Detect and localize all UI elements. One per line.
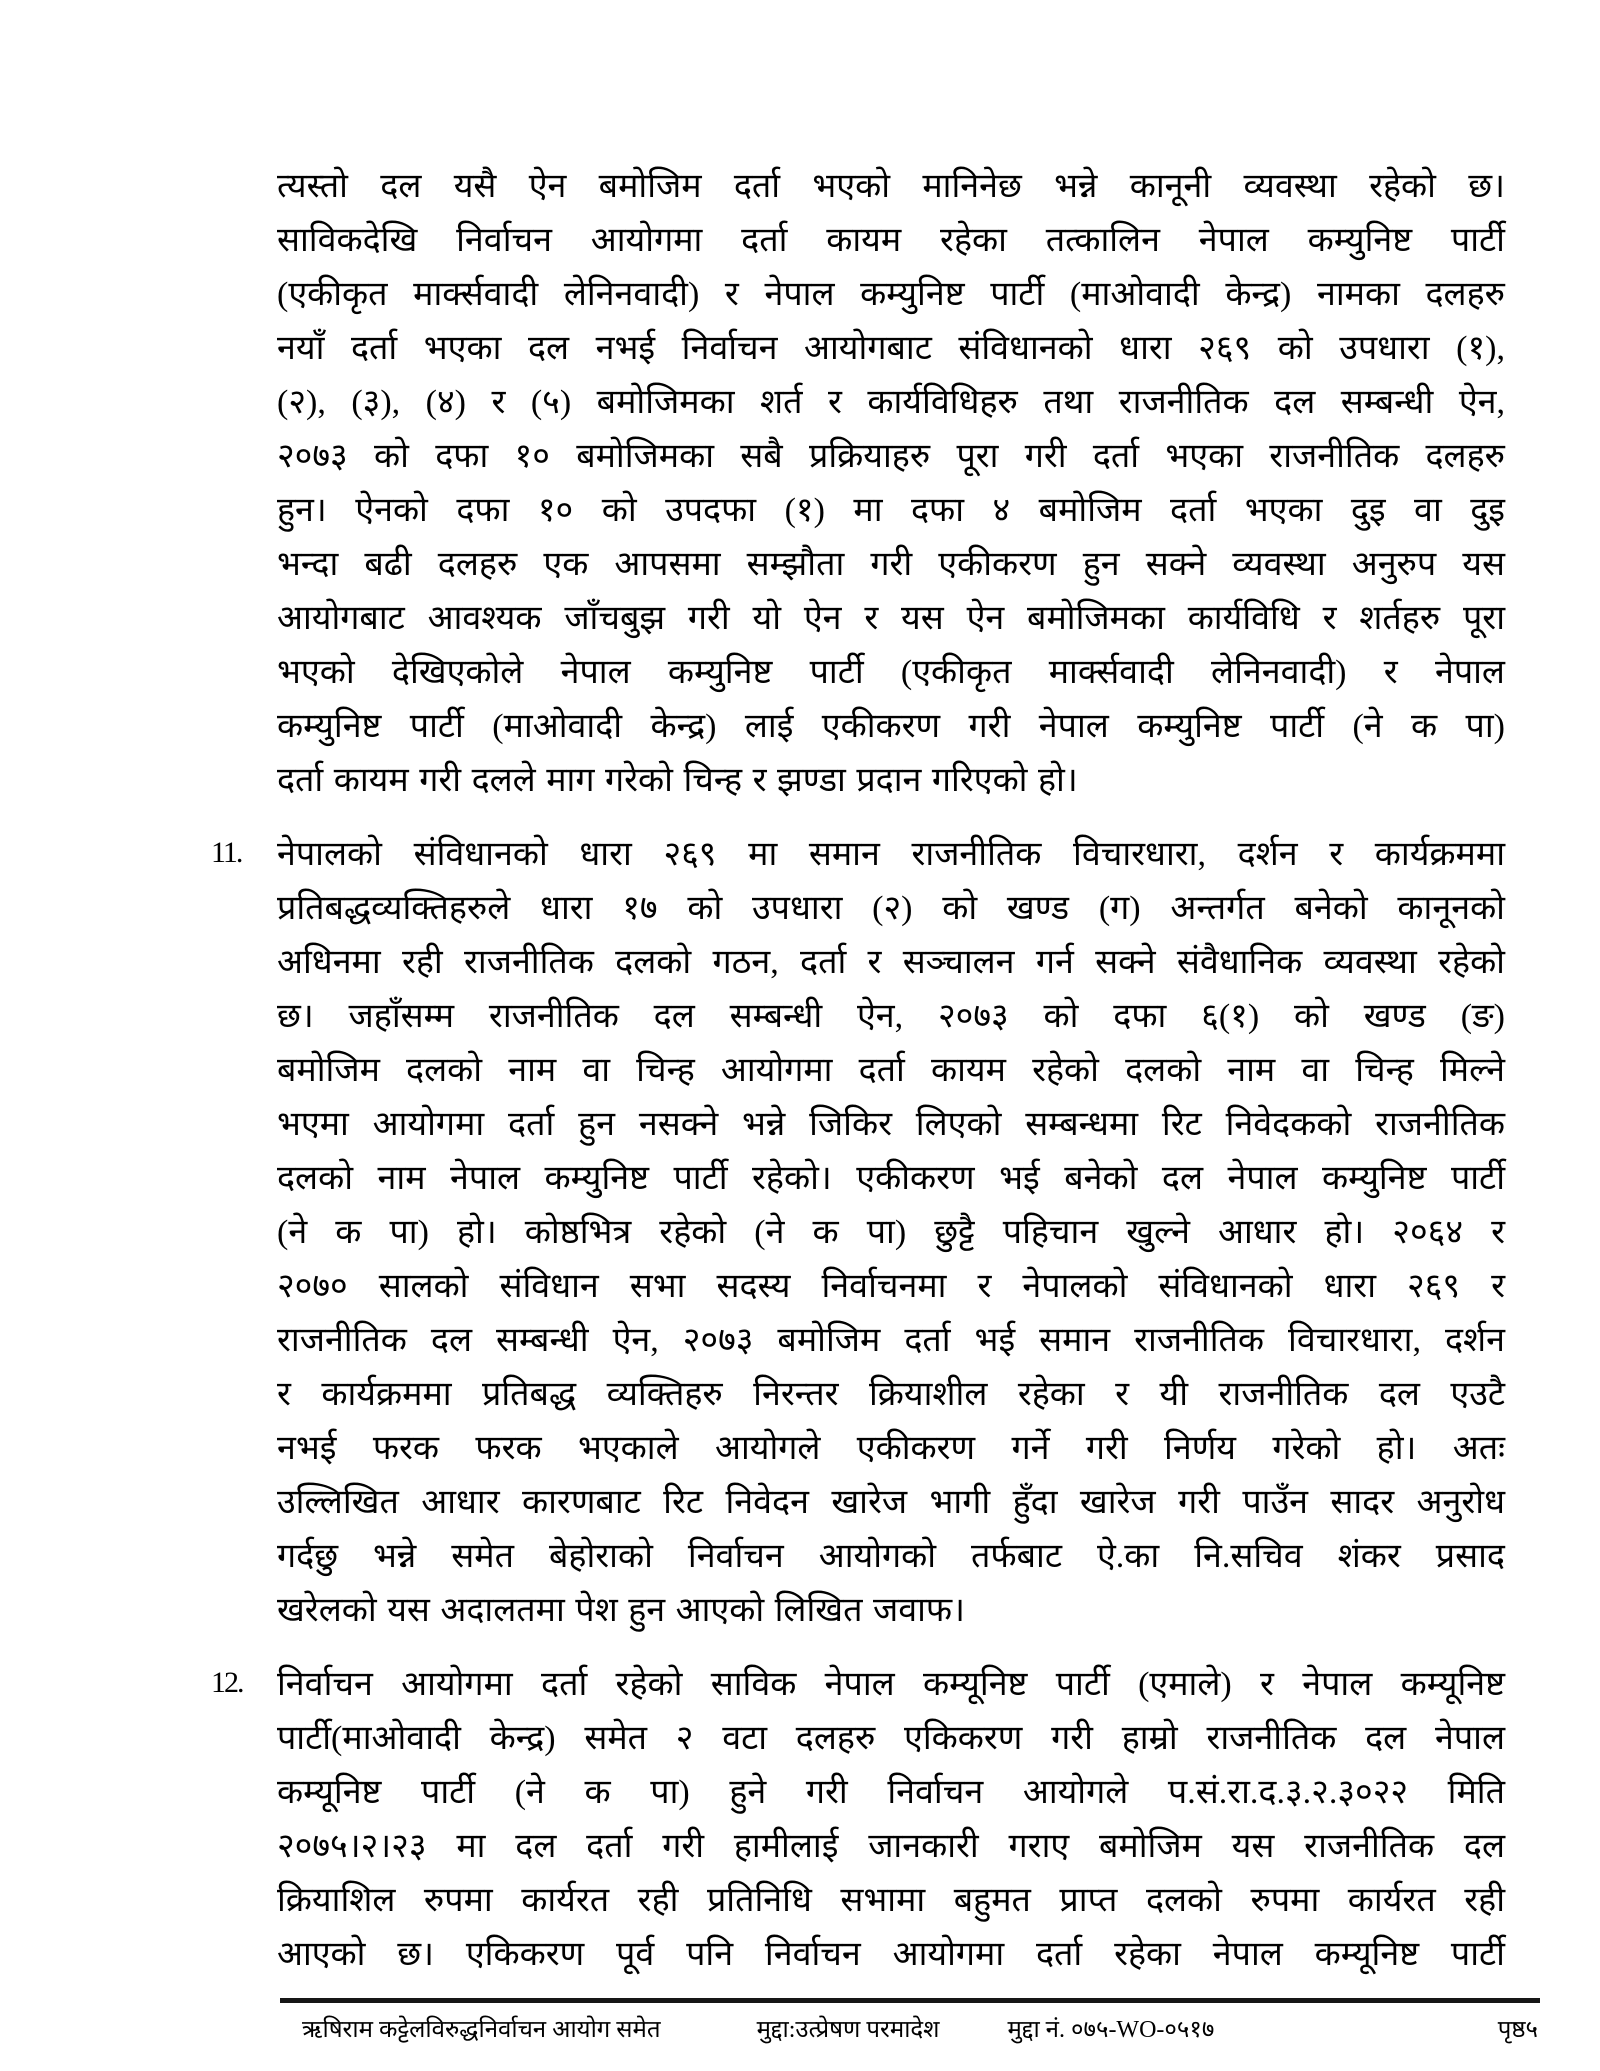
text-line: भन्दा बढी दलहरु एक आपसमा सम्झौता गरी एकीकरण हुन सक्ने व्यवस्था अनुरुप यस: [277, 546, 1505, 583]
text-line: नभई फरक फरक भएकाले आयोगले एकीकरण गर्ने गरी निर्णय गरेको हो। अतः: [277, 1430, 1505, 1467]
text-line: क्रियाशिल रुपमा कार्यरत रही प्रतिनिधि सभामा बहुमत प्राप्त दलको रुपमा कार्यरत रही: [277, 1882, 1505, 1919]
text-line: दलको नाम नेपाल कम्युनिष्ट पार्टी रहेको। एकीकरण भई बनेको दल नेपाल कम्युनिष्ट पार्टी: [277, 1160, 1505, 1197]
footer-case-type: मुद्दा:उत्प्रेषण परमादेश: [756, 2017, 940, 2043]
text-line: र कार्यक्रममा प्रतिबद्ध व्यक्तिहरु निरन्तर क्रियाशील रहेका र यी राजनीतिक दल एउटै: [277, 1376, 1505, 1413]
text-line: पार्टी(माओवादी केन्द्र) समेत २ वटा दलहरु एकिकरण गरी हाम्रो राजनीतिक दल नेपाल: [277, 1720, 1505, 1757]
text-line: (एकीकृत मार्क्सवादी लेनिनवादी) र नेपाल कम्युनिष्ट पार्टी (माओवादी केन्द्र) नामका दलहरु: [277, 276, 1505, 313]
text-line: गर्दछु भन्ने समेत बेहोराको निर्वाचन आयोगको तर्फबाट ऐ.का नि.सचिव शंकर प्रसाद: [277, 1538, 1505, 1575]
footer-divider: [280, 1998, 1540, 2003]
paragraph-number: 11.: [211, 836, 242, 869]
text-line: प्रतिबद्धव्यक्तिहरुले धारा १७ को उपधारा (२) को खण्ड (ग) अन्तर्गत बनेको कानूनको: [277, 890, 1505, 927]
text-line: (२), (३), (४) र (५) बमोजिमका शर्त र कार्यविधिहरु तथा राजनीतिक दल सम्बन्धी ऐन,: [277, 384, 1505, 421]
text-line: (ने क पा) हो। कोष्ठभित्र रहेको (ने क पा) छुट्टै पहिचान खुल्ने आधार हो। २०६४ र: [277, 1214, 1505, 1251]
footer-case-number: मुद्दा नं. ०७५-WO-०५१७: [1007, 2017, 1215, 2043]
text-line: त्यस्तो दल यसै ऐन बमोजिम दर्ता भएको मानिनेछ भन्ने कानूनी व्यवस्था रहेको छ।: [277, 168, 1505, 205]
text-line: खरेलको यस अदालतमा पेश हुन आएको लिखित जवाफ।: [277, 1592, 966, 1629]
text-line: निर्वाचन आयोगमा दर्ता रहेको साविक नेपाल कम्यूनिष्ट पार्टी (एमाले) र नेपाल कम्यूनिष्ट: [277, 1666, 1505, 1703]
text-line: राजनीतिक दल सम्बन्धी ऐन, २०७३ बमोजिम दर्ता भई समान राजनीतिक विचारधारा, दर्शन: [277, 1322, 1505, 1359]
footer-page-number: पृष्ठ५: [1497, 2017, 1538, 2043]
text-line: उल्लिखित आधार कारणबाट रिट निवेदन खारेज भागी हुँदा खारेज गरी पाउँन सादर अनुरोध: [277, 1484, 1505, 1521]
paragraph-11: [211, 828, 1505, 1638]
text-line: आएको छ। एकिकरण पूर्व पनि निर्वाचन आयोगमा दर्ता रहेका नेपाल कम्यूनिष्ट पार्टी: [277, 1936, 1505, 1973]
text-line: बमोजिम दलको नाम वा चिन्ह आयोगमा दर्ता कायम रहेको दलको नाम वा चिन्ह मिल्ने: [277, 1052, 1505, 1089]
text-line: हुन। ऐनको दफा १० को उपदफा (१) मा दफा ४ बमोजिम दर्ता भएका दुइ वा दुइ: [277, 492, 1505, 529]
footer: [280, 2010, 1540, 2050]
text-line: कम्युनिष्ट पार्टी (माओवादी केन्द्र) लाई एकीकरण गरी नेपाल कम्युनिष्ट पार्टी (ने क पा): [277, 708, 1505, 745]
text-line: नयाँ दर्ता भएका दल नभई निर्वाचन आयोगबाट संविधानको धारा २६९ को उपधारा (१),: [277, 330, 1505, 367]
paragraph-number: 12.: [211, 1666, 243, 1699]
body-text: [211, 160, 1506, 1982]
text-line: कम्यूनिष्ट पार्टी (ने क पा) हुने गरी निर्वाचन आयोगले प.सं.रा.द.३.२.३०२२ मिति: [277, 1774, 1505, 1811]
text-line: २०७३ को दफा १० बमोजिमका सबै प्रक्रियाहरु पूरा गरी दर्ता भएका राजनीतिक दलहरु: [277, 438, 1505, 475]
paragraph-continuation: [277, 160, 1505, 808]
text-line: भएमा आयोगमा दर्ता हुन नसक्ने भन्ने जिकिर लिएको सम्बन्धमा रिट निवेदकको राजनीतिक: [277, 1106, 1505, 1143]
text-line: आयोगबाट आवश्यक जाँचबुझ गरी यो ऐन र यस ऐन बमोजिमका कार्यविधि र शर्तहरु पूरा: [277, 600, 1505, 637]
text-line: भएको देखिएकोले नेपाल कम्युनिष्ट पार्टी (एकीकृत मार्क्सवादी लेनिनवादी) र नेपाल: [277, 654, 1505, 691]
text-line: साविकदेखि निर्वाचन आयोगमा दर्ता कायम रहेका तत्कालिन नेपाल कम्युनिष्ट पार्टी: [277, 222, 1505, 259]
text-line: अधिनमा रही राजनीतिक दलको गठन, दर्ता र सञ्चालन गर्न सक्ने संवैधानिक व्यवस्था रहेको: [277, 944, 1505, 981]
paragraph-12: [211, 1658, 1506, 1982]
footer-case-parties: ऋषिराम कट्टेलविरुद्धनिर्वाचन आयोग समेत: [302, 2017, 661, 2043]
text-line: नेपालको संविधानको धारा २६९ मा समान राजनीतिक विचारधारा, दर्शन र कार्यक्रममा: [277, 836, 1505, 873]
text-line: २०७० सालको संविधान सभा सदस्य निर्वाचनमा र नेपालको संविधानको धारा २६९ र: [277, 1268, 1505, 1305]
text-line: छ। जहाँसम्म राजनीतिक दल सम्बन्धी ऐन, २०७३ को दफा ६(१) को खण्ड (ङ): [277, 998, 1505, 1035]
text-line: २०७५।२।२३ मा दल दर्ता गरी हामीलाई जानकारी गराए बमोजिम यस राजनीतिक दल: [277, 1828, 1506, 1865]
text-line: दर्ता कायम गरी दलले माग गरेको चिन्ह र झण्डा प्रदान गरिएको हो।: [277, 762, 1078, 799]
